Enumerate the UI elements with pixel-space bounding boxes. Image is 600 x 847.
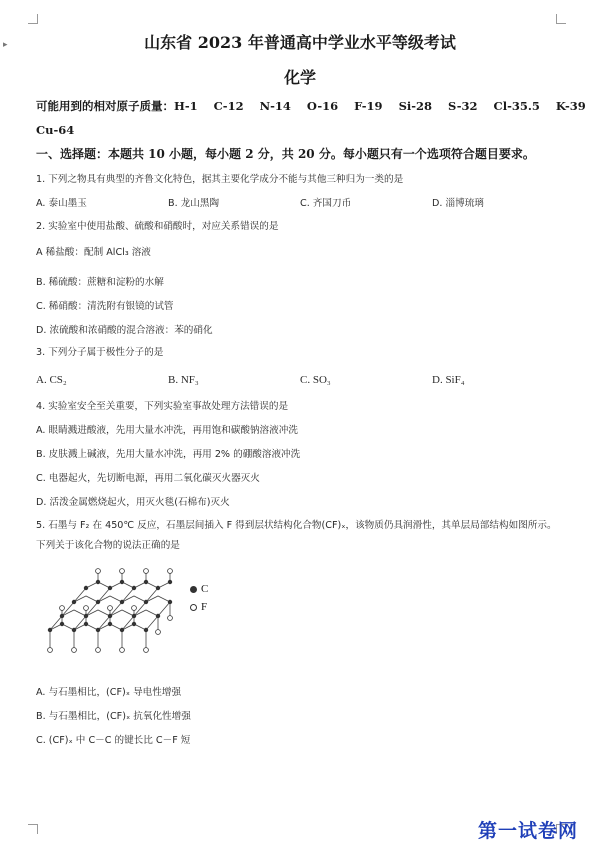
legend-fluorine: F xyxy=(190,598,208,616)
crop-mark-top-right xyxy=(556,14,566,24)
q2-option-d: D. 浓硫酸和浓硝酸的混合溶液：苯的硝化 xyxy=(36,325,213,336)
exam-page xyxy=(36,30,586,748)
crop-mark-bottom-left xyxy=(28,824,38,834)
question-1-options xyxy=(36,196,564,212)
cf-lattice-diagram xyxy=(40,568,190,680)
exam-title: 山东省 2023 年普通高中学业水平等级考试 xyxy=(144,33,456,52)
question-4-stem: 4. 实验室安全至关重要，下列实验室事故处理方法错误的是 xyxy=(36,401,289,412)
atomic-masses xyxy=(36,94,586,142)
question-5-stem: 5. 石墨与 F₂ 在 450℃ 反应，石墨层间插入 F 得到层状结构化合物(CF)ₓ，该物质仍具润滑性，其单层局部结构如图所示。下列关于该化合物的说法正确的是 xyxy=(36,520,557,551)
atomic-masses-line-2: Cu-64 xyxy=(36,123,75,137)
cf-structure-figure xyxy=(36,568,564,680)
margin-arrow-icon: ▸ xyxy=(3,40,8,50)
question-2-stem: 2. 实验室中使用盐酸、硫酸和硝酸时，对应关系错误的是 xyxy=(36,221,279,232)
q4-option-c: C. 电器起火，先切断电源，再用二氧化碳灭火器灭火 xyxy=(36,473,260,484)
figure-legend xyxy=(190,580,208,616)
site-watermark: 第一试卷网 xyxy=(477,820,578,842)
carbon-dot-icon xyxy=(190,586,197,593)
q3-option-b: B. NF₃ xyxy=(168,374,199,386)
q5-option-a: A. 与石墨相比，(CF)ₓ 导电性增强 xyxy=(36,687,182,698)
q2-option-b: B. 稀硫酸：蔗糖和淀粉的水解 xyxy=(36,277,164,288)
q1-option-c: C. 齐国刀币 xyxy=(300,198,352,209)
q1-option-a: A. 泰山墨玉 xyxy=(36,198,87,209)
q2-option-c: C. 稀硝酸：清洗附有银镜的试管 xyxy=(36,301,174,312)
q3-option-a: A. CS₂ xyxy=(36,374,67,386)
q1-option-b: B. 龙山黑陶 xyxy=(168,198,220,209)
q3-option-c: C. SO₃ xyxy=(300,374,331,386)
question-3-options xyxy=(36,372,564,388)
q3-option-d: D. SiF₄ xyxy=(432,374,465,386)
crop-mark-top-left xyxy=(28,14,38,24)
q5-option-b: B. 与石墨相比，(CF)ₓ 抗氧化性增强 xyxy=(36,711,191,722)
legend-carbon: C xyxy=(190,580,208,598)
q4-option-b: B. 皮肤溅上碱液，先用大量水冲洗，再用 2% 的硼酸溶液冲洗 xyxy=(36,449,301,460)
exam-subject: 化学 xyxy=(283,68,316,87)
q4-option-d: D. 活泼金属燃烧起火，用灭火毯(石棉布)灭火 xyxy=(36,497,230,508)
q1-option-d: D. 淄博琉璃 xyxy=(432,198,484,209)
section-heading: 一、选择题：本题共 10 小题，每小题 2 分，共 20 分。每小题只有一个选项符合题目要求。 xyxy=(36,147,535,161)
q2-option-a: A 稀盐酸：配制 AlCl₃ 溶液 xyxy=(36,247,151,258)
q4-option-a: A. 眼睛溅进酸液，先用大量水冲洗，再用饱和碳酸钠溶液冲洗 xyxy=(36,425,298,436)
fluorine-dot-icon xyxy=(190,604,197,611)
q5-option-c: C. (CF)ₓ 中 C－C 的键长比 C－F 短 xyxy=(36,735,191,746)
atomic-masses-line-1: 可能用到的相对原子质量：H-1 C-12 N-14 O-16 F-19 Si-28 S-32 Cl-35.5 K-39 xyxy=(36,99,586,113)
question-1-stem: 1. 下列之物具有典型的齐鲁文化特色，据其主要化学成分不能与其他三种归为一类的是 xyxy=(36,174,404,185)
question-3-stem: 3. 下列分子属于极性分子的是 xyxy=(36,347,164,358)
